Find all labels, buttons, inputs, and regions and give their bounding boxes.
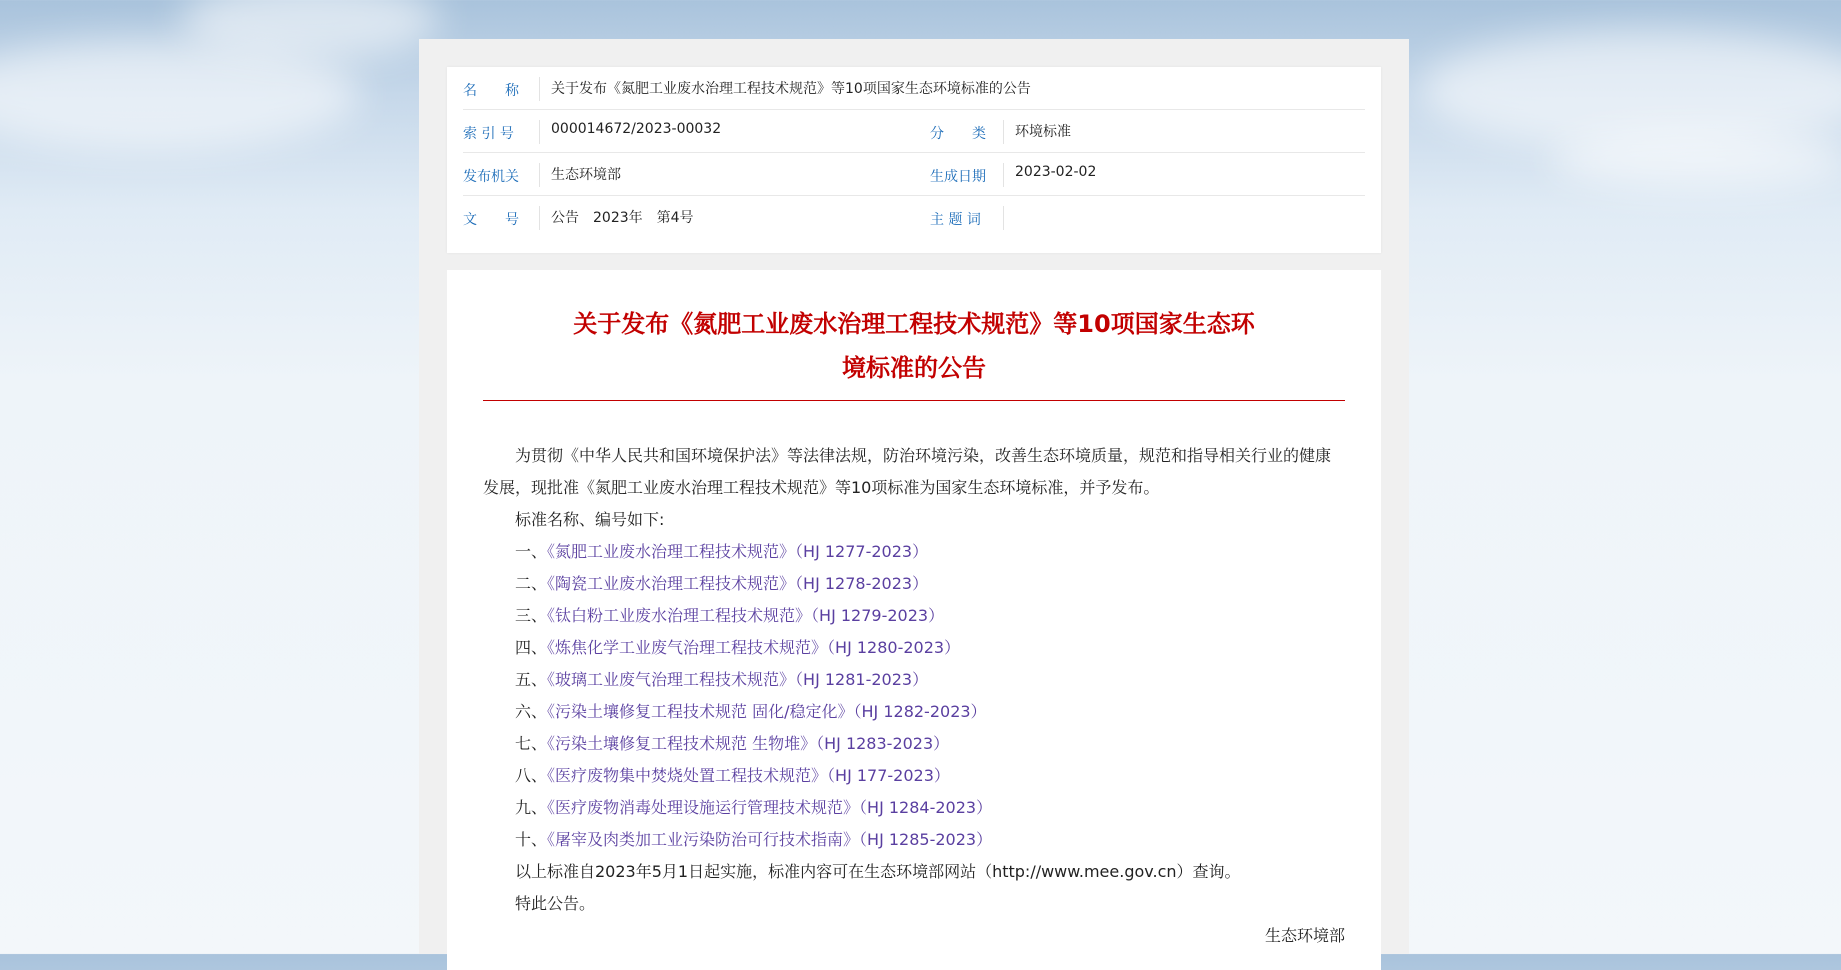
article-body — [483, 440, 1345, 952]
standard-item — [483, 760, 1345, 792]
standard-title-link[interactable]: 《钛白粉工业废水治理工程技术规范》 — [547, 606, 812, 625]
index-label: 索 引 号 — [463, 126, 514, 142]
standard-code: （HJ 1281-2023） — [795, 670, 929, 689]
standard-item — [483, 728, 1345, 760]
article-panel — [447, 270, 1381, 970]
standard-code: （HJ 1280-2023） — [827, 638, 961, 657]
standard-code: （HJ 1278-2023） — [795, 574, 929, 593]
title-divider — [483, 400, 1345, 401]
intro-paragraph: 为贯彻《中华人民共和国环境保护法》等法律法规，防治环境污染，改善生态环境质量，规范和指导相关行业的健康发展，现批准《氮肥工业废水治理工程技术规范》等10项标准为国家生态环境标准，并予发布。 — [483, 446, 1332, 497]
standard-title-link[interactable]: 《氮肥工业废水治理工程技术规范》 — [547, 542, 796, 561]
standard-number: 一、 — [515, 542, 548, 561]
standard-title-link[interactable]: 《污染土壤修复工程技术规范 固化/稳定化》 — [547, 702, 854, 721]
standard-number: 八、 — [515, 766, 548, 785]
article-title-line2: 境标准的公告 — [842, 354, 986, 382]
content-page — [419, 39, 1409, 954]
metadata-row-docno — [463, 196, 1365, 238]
category-label: 分 类 — [930, 126, 986, 142]
standard-item — [483, 696, 1345, 728]
standard-item — [483, 824, 1345, 856]
standard-item — [483, 536, 1345, 568]
article-title — [487, 302, 1341, 390]
metadata-row-name — [463, 67, 1365, 110]
standard-number: 九、 — [515, 798, 548, 817]
name-value: 关于发布《氮肥工业废水治理工程技术规范》等10项国家生态环境标准的公告 — [551, 81, 1031, 97]
standard-code: （HJ 1282-2023） — [853, 702, 987, 721]
standard-code: （HJ 1284-2023） — [859, 798, 993, 817]
date-label: 生成日期 — [930, 169, 986, 185]
list-intro: 标准名称、编号如下: — [515, 510, 665, 529]
docno-value: 公告 2023年 第4号 — [551, 210, 694, 226]
keyword-label: 主 题 词 — [930, 212, 981, 228]
standard-code: （HJ 1283-2023） — [816, 734, 950, 753]
standard-title-link[interactable]: 《陶瓷工业废水治理工程技术规范》 — [547, 574, 796, 593]
standard-title-link[interactable]: 《玻璃工业废气治理工程技术规范》 — [547, 670, 796, 689]
article-title-line1: 关于发布《氮肥工业废水治理工程技术规范》等10项国家生态环 — [573, 310, 1255, 338]
standard-number: 七、 — [515, 734, 548, 753]
category-value: 环境标准 — [1015, 124, 1071, 140]
standard-item — [483, 600, 1345, 632]
metadata-row-index — [463, 110, 1365, 153]
issuer-label: 发布机关 — [463, 169, 519, 185]
standard-title-link[interactable]: 《炼焦化学工业废气治理工程技术规范》 — [547, 638, 828, 657]
standard-title-link[interactable]: 《污染土壤修复工程技术规范 生物堆》 — [547, 734, 817, 753]
standard-code: （HJ 1277-2023） — [795, 542, 929, 561]
standard-title-link[interactable]: 《医疗废物集中焚烧处置工程技术规范》 — [547, 766, 828, 785]
standard-item — [483, 664, 1345, 696]
metadata-row-issuer — [463, 153, 1365, 196]
standard-number: 二、 — [515, 574, 548, 593]
effective-date-paragraph: 以上标准自2023年5月1日起实施，标准内容可在生态环境部网站（http://www.mee.gov.cn）查询。 — [515, 862, 1241, 881]
issuer-value: 生态环境部 — [551, 167, 621, 183]
standard-number: 十、 — [515, 830, 548, 849]
closing-paragraph: 特此公告。 — [515, 894, 596, 913]
standard-item — [483, 632, 1345, 664]
docno-label: 文 号 — [463, 212, 519, 228]
standard-code: （HJ 1279-2023） — [811, 606, 945, 625]
standard-title-link[interactable]: 《医疗废物消毒处理设施运行管理技术规范》 — [547, 798, 860, 817]
index-value: 000014672/2023-00032 — [551, 121, 722, 137]
standard-number: 三、 — [515, 606, 548, 625]
standards-list — [483, 536, 1345, 856]
standard-item — [483, 792, 1345, 824]
standard-item — [483, 568, 1345, 600]
standard-title-link[interactable]: 《屠宰及肉类加工业污染防治可行技术指南》 — [547, 830, 860, 849]
standard-number: 四、 — [515, 638, 548, 657]
standard-code: （HJ 1285-2023） — [859, 830, 993, 849]
name-label: 名 称 — [463, 83, 519, 99]
date-value: 2023-02-02 — [1015, 164, 1097, 180]
document-metadata-panel — [447, 67, 1381, 253]
standard-number: 六、 — [515, 702, 548, 721]
standard-code: （HJ 177-2023） — [827, 766, 950, 785]
signature: 生态环境部 — [1264, 926, 1345, 945]
standard-number: 五、 — [515, 670, 548, 689]
